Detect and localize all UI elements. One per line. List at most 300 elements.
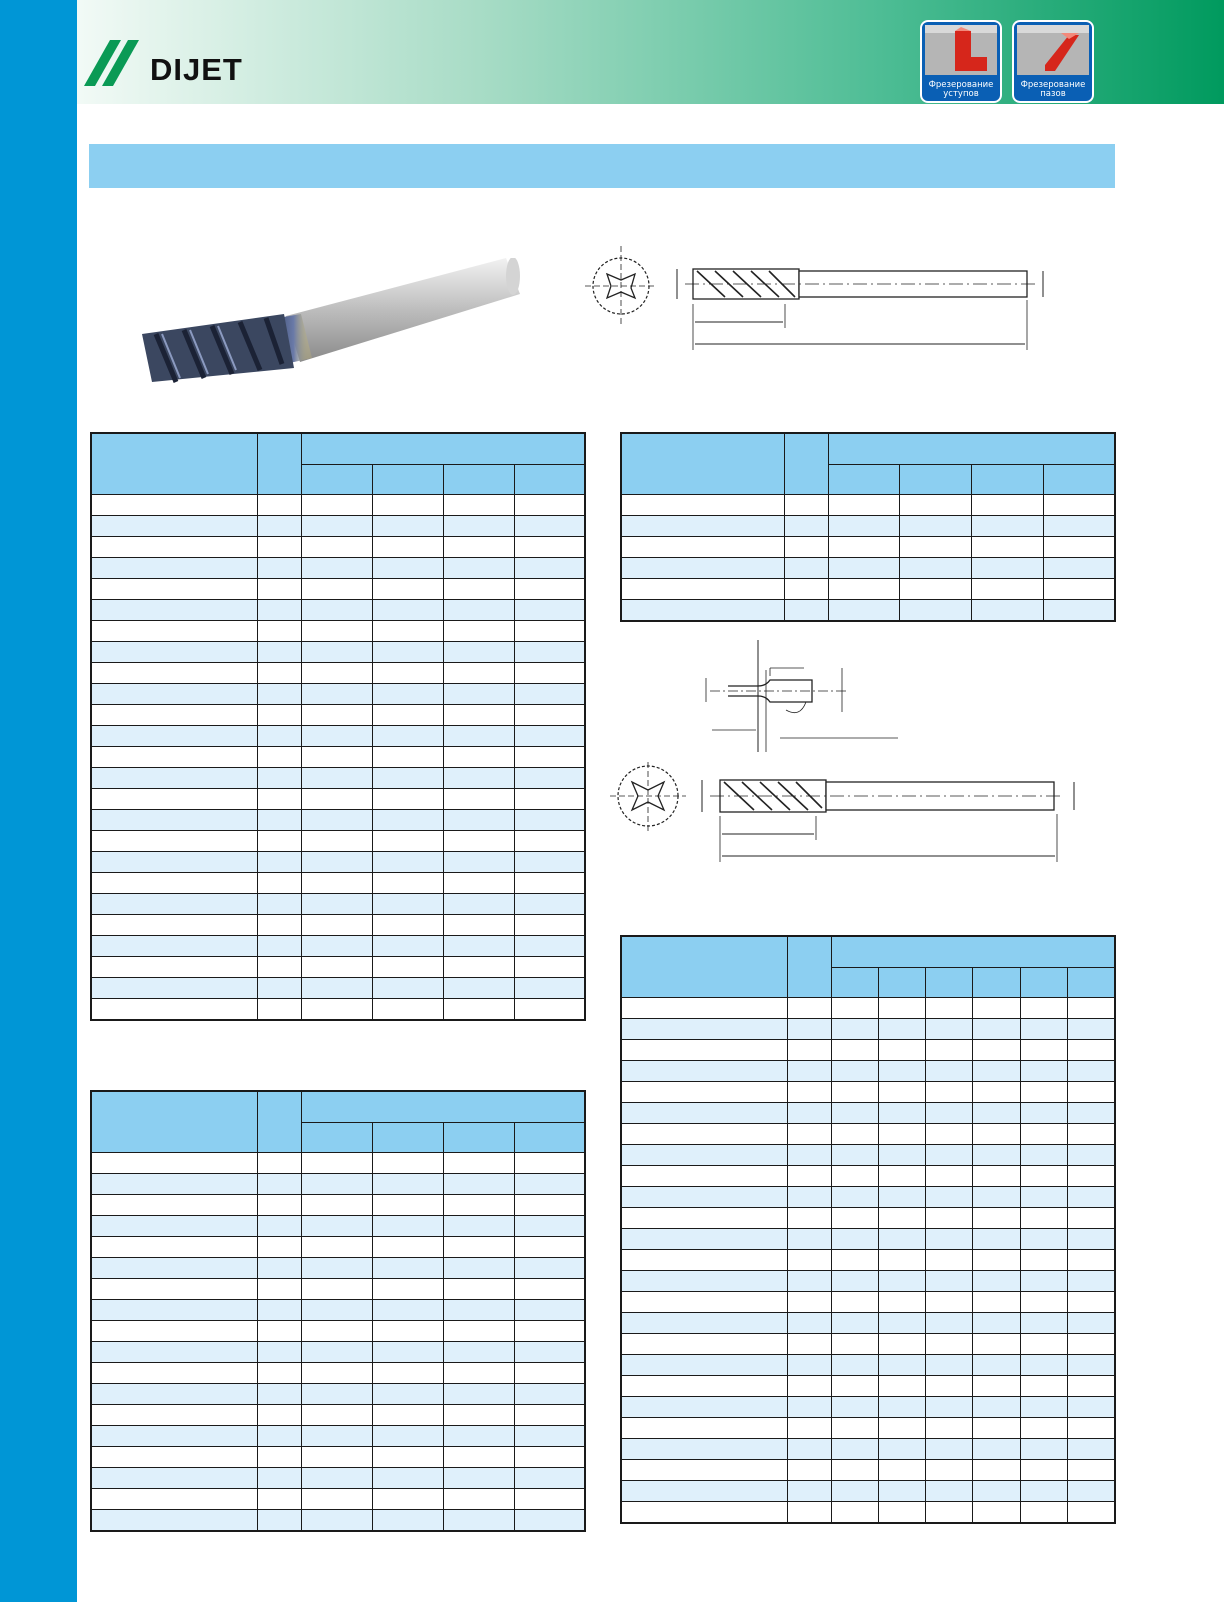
table-cell [878, 1355, 925, 1376]
table-cell [1068, 1208, 1115, 1229]
table-cell [443, 1384, 514, 1405]
table-cell [372, 516, 443, 537]
table-cell [831, 998, 878, 1019]
table-cell [926, 1124, 973, 1145]
table-cell [91, 1153, 257, 1174]
table-cell [831, 1502, 878, 1524]
table-cell [831, 1103, 878, 1124]
table-cell [1043, 579, 1115, 600]
table-cell [878, 1502, 925, 1524]
table-cell [1020, 1271, 1067, 1292]
table-cell [1020, 1019, 1067, 1040]
table-cell [973, 1061, 1020, 1082]
table-cell [301, 1237, 372, 1258]
table-cell [973, 1271, 1020, 1292]
table-row [91, 1426, 585, 1447]
table-cell [301, 663, 372, 684]
table-cell [1020, 1250, 1067, 1271]
table-cell [443, 1405, 514, 1426]
table-cell [372, 747, 443, 768]
table-cell [257, 978, 301, 999]
table-cell [1068, 1418, 1115, 1439]
table-cell [301, 789, 372, 810]
table-cell [257, 1237, 301, 1258]
table-row [91, 642, 585, 663]
table-cell [443, 705, 514, 726]
table-cell [514, 1384, 585, 1405]
table-cell [831, 1439, 878, 1460]
table-cell [372, 1279, 443, 1300]
table-cell [973, 1397, 1020, 1418]
table-cell [443, 1195, 514, 1216]
table-cell [257, 579, 301, 600]
table-cell [831, 1208, 878, 1229]
table-cell [621, 1166, 787, 1187]
table-cell [1068, 1019, 1115, 1040]
table-cell [91, 1300, 257, 1321]
table-cell [257, 1174, 301, 1195]
table-row [621, 1481, 1115, 1502]
table-cell [301, 999, 372, 1021]
table-cell [621, 516, 784, 537]
table-cell [91, 1447, 257, 1468]
table-cell [878, 1082, 925, 1103]
table-row [621, 516, 1115, 537]
table-cell [973, 1082, 1020, 1103]
table-cell [372, 1468, 443, 1489]
table-cell [878, 1103, 925, 1124]
table-cell [257, 495, 301, 516]
table-cell [301, 1279, 372, 1300]
table-cell [1020, 1061, 1067, 1082]
table-cell [91, 558, 257, 579]
table-cell [443, 684, 514, 705]
table-cell [621, 558, 784, 579]
table-cell [257, 621, 301, 642]
table-row [91, 516, 585, 537]
table-cell [443, 621, 514, 642]
table-cell [301, 1321, 372, 1342]
table-cell [621, 1103, 787, 1124]
table-cell [787, 1103, 831, 1124]
table-cell [621, 1208, 787, 1229]
table-cell [372, 1489, 443, 1510]
table-cell [828, 600, 900, 622]
table-cell [926, 1376, 973, 1397]
table-cell [301, 747, 372, 768]
table-cell [443, 1447, 514, 1468]
table-cell [926, 1271, 973, 1292]
table-cell [878, 998, 925, 1019]
table-cell [787, 1355, 831, 1376]
table-cell [787, 1124, 831, 1145]
table-row [621, 600, 1115, 622]
table-cell [926, 1439, 973, 1460]
table-row [91, 1447, 585, 1468]
table-row [621, 1166, 1115, 1187]
table-cell [973, 1103, 1020, 1124]
table-cell [621, 1334, 787, 1355]
table-cell [443, 1468, 514, 1489]
table-cell [831, 1397, 878, 1418]
table-cell [831, 1271, 878, 1292]
table-cell [973, 1019, 1020, 1040]
table-cell [372, 936, 443, 957]
end-mill-drawing-top [585, 240, 1065, 360]
table-cell [831, 1019, 878, 1040]
table-cell [900, 579, 972, 600]
table-cell [973, 1187, 1020, 1208]
table-cell [301, 1426, 372, 1447]
table-cell [514, 1489, 585, 1510]
table-cell [787, 1271, 831, 1292]
table-cell [301, 1447, 372, 1468]
table-row [621, 1355, 1115, 1376]
table-cell [1068, 1313, 1115, 1334]
table-cell [621, 1229, 787, 1250]
table-cell [91, 831, 257, 852]
table-row [621, 1082, 1115, 1103]
table-cell [926, 1166, 973, 1187]
table-cell [372, 705, 443, 726]
table-cell [878, 1061, 925, 1082]
table-cell [900, 495, 972, 516]
table-cell [443, 810, 514, 831]
table-row [91, 600, 585, 621]
table-cell [301, 1258, 372, 1279]
table-cell [257, 810, 301, 831]
table-row [91, 579, 585, 600]
slot-milling-icon [1017, 25, 1089, 75]
table-cell [831, 1166, 878, 1187]
table-cell [878, 1313, 925, 1334]
table-cell [372, 810, 443, 831]
table-cell [257, 915, 301, 936]
table-cell [514, 978, 585, 999]
table-cell [514, 726, 585, 747]
table-cell [973, 1481, 1020, 1502]
table-cell [878, 1481, 925, 1502]
table-cell [973, 1439, 1020, 1460]
table-row [91, 831, 585, 852]
table-cell [621, 600, 784, 622]
table-cell [900, 516, 972, 537]
table-cell [831, 1481, 878, 1502]
table-cell [514, 810, 585, 831]
corner-radius-detail-drawing [700, 640, 920, 755]
table-cell [1020, 1439, 1067, 1460]
table-cell [301, 1300, 372, 1321]
table-cell [91, 1321, 257, 1342]
table-cell [926, 1145, 973, 1166]
table-cell [257, 999, 301, 1021]
table-cell [514, 579, 585, 600]
table-row [91, 1384, 585, 1405]
table-cell [257, 642, 301, 663]
table-cell [831, 1460, 878, 1481]
table-cell [1068, 1061, 1115, 1082]
table-cell [372, 579, 443, 600]
table-cell [1068, 1229, 1115, 1250]
table-cell [443, 957, 514, 978]
table-cell [257, 726, 301, 747]
table-row [621, 1376, 1115, 1397]
table-cell [301, 810, 372, 831]
table-row [91, 1342, 585, 1363]
table-cell [443, 831, 514, 852]
table-cell [973, 1208, 1020, 1229]
table-cell [372, 621, 443, 642]
table-cell [1020, 1481, 1067, 1502]
table-cell [787, 1292, 831, 1313]
table-row [91, 999, 585, 1021]
table-cell [621, 1124, 787, 1145]
table-cell [878, 1229, 925, 1250]
table-cell [257, 1384, 301, 1405]
table-cell [1020, 1376, 1067, 1397]
table-cell [972, 600, 1044, 622]
table-cell [878, 1250, 925, 1271]
table-cell [926, 1250, 973, 1271]
table-cell [926, 1355, 973, 1376]
table-row [91, 1153, 585, 1174]
table-cell [443, 579, 514, 600]
table-cell [514, 936, 585, 957]
table-cell [514, 1321, 585, 1342]
table-cell [621, 1187, 787, 1208]
table-cell [1068, 1397, 1115, 1418]
table-cell [257, 936, 301, 957]
table-cell [787, 1061, 831, 1082]
table-cell [372, 663, 443, 684]
table-cell [443, 1279, 514, 1300]
table-cell [1068, 1082, 1115, 1103]
table-cell [372, 600, 443, 621]
table-row [621, 1292, 1115, 1313]
table-cell [443, 726, 514, 747]
table-row [91, 894, 585, 915]
table-cell [443, 894, 514, 915]
table-cell [621, 495, 784, 516]
table-cell [1043, 516, 1115, 537]
table-cell [301, 1216, 372, 1237]
table-cell [372, 1510, 443, 1532]
table-cell [972, 516, 1044, 537]
table-cell [443, 852, 514, 873]
table-row [91, 663, 585, 684]
table-cell [372, 1195, 443, 1216]
table-cell [443, 1174, 514, 1195]
table-row [91, 1279, 585, 1300]
table-cell [784, 495, 828, 516]
table-cell [301, 1384, 372, 1405]
table-cell [1068, 1502, 1115, 1524]
table-cell [372, 684, 443, 705]
table-cell [257, 1489, 301, 1510]
table-row [621, 1439, 1115, 1460]
table-cell [257, 1426, 301, 1447]
table-row [621, 1418, 1115, 1439]
table-row [91, 1321, 585, 1342]
table-cell [1020, 998, 1067, 1019]
table-cell [372, 537, 443, 558]
table-cell [91, 1405, 257, 1426]
table-cell [91, 768, 257, 789]
table-cell [1020, 1418, 1067, 1439]
table-cell [91, 1174, 257, 1195]
table-cell [926, 1397, 973, 1418]
table-cell [1020, 1502, 1067, 1524]
table-cell [1068, 998, 1115, 1019]
table-cell [257, 1447, 301, 1468]
table-cell [926, 1061, 973, 1082]
table-cell [91, 663, 257, 684]
table-cell [784, 579, 828, 600]
table-cell [372, 1384, 443, 1405]
table-cell [301, 957, 372, 978]
table-row [621, 1040, 1115, 1061]
table-row [91, 747, 585, 768]
table-cell [1020, 1187, 1067, 1208]
table-cell [301, 1174, 372, 1195]
table-cell [443, 537, 514, 558]
table-cell [443, 873, 514, 894]
table-cell [372, 726, 443, 747]
table-cell [91, 1342, 257, 1363]
table-row [91, 1510, 585, 1532]
table-cell [372, 1363, 443, 1384]
table-cell [257, 1468, 301, 1489]
table-cell [787, 1208, 831, 1229]
table-cell [257, 600, 301, 621]
table-cell [91, 1258, 257, 1279]
table-cell [878, 1019, 925, 1040]
table-cell [257, 1195, 301, 1216]
table-cell [301, 726, 372, 747]
table-row [621, 537, 1115, 558]
table-cell [1020, 1040, 1067, 1061]
table-cell [1068, 1334, 1115, 1355]
table-cell [91, 1216, 257, 1237]
table-row [621, 1187, 1115, 1208]
table-row [91, 1174, 585, 1195]
table-cell [926, 1103, 973, 1124]
table-cell [257, 789, 301, 810]
table-row [91, 495, 585, 516]
table-cell [621, 537, 784, 558]
table-cell [831, 1250, 878, 1271]
table-cell [257, 1279, 301, 1300]
table-cell [1068, 1187, 1115, 1208]
table-cell [443, 1216, 514, 1237]
table-row [91, 1195, 585, 1216]
table-cell [514, 642, 585, 663]
table-cell [514, 495, 585, 516]
table-cell [514, 831, 585, 852]
table-cell [514, 684, 585, 705]
table-cell [514, 705, 585, 726]
table-cell [926, 1019, 973, 1040]
table-cell [91, 642, 257, 663]
table-cell [514, 558, 585, 579]
table-cell [1020, 1313, 1067, 1334]
table-cell [828, 495, 900, 516]
table-cell [831, 1124, 878, 1145]
table-cell [301, 495, 372, 516]
table-cell [443, 1300, 514, 1321]
shoulder-milling-icon [925, 25, 997, 75]
table-cell [91, 705, 257, 726]
table-cell [621, 1271, 787, 1292]
table-cell [372, 957, 443, 978]
table-cell [91, 957, 257, 978]
table-row [621, 1229, 1115, 1250]
table-cell [301, 1195, 372, 1216]
table-cell [372, 558, 443, 579]
table-cell [372, 894, 443, 915]
table-cell [257, 684, 301, 705]
table-cell [301, 768, 372, 789]
table-cell [443, 1153, 514, 1174]
table-row [621, 1460, 1115, 1481]
table-cell [900, 558, 972, 579]
table-cell [443, 978, 514, 999]
table-cell [900, 537, 972, 558]
table-cell [301, 579, 372, 600]
table-cell [257, 558, 301, 579]
table-cell [973, 998, 1020, 1019]
table-cell [1020, 1145, 1067, 1166]
table-cell [831, 1187, 878, 1208]
table-cell [784, 516, 828, 537]
table-cell [257, 873, 301, 894]
table-cell [372, 1258, 443, 1279]
table-cell [621, 1040, 787, 1061]
table-cell [257, 537, 301, 558]
table-cell [91, 915, 257, 936]
table-cell [91, 495, 257, 516]
table-cell [787, 1460, 831, 1481]
table-cell [1068, 1439, 1115, 1460]
table-cell [621, 1355, 787, 1376]
table-cell [514, 1195, 585, 1216]
table-cell [372, 999, 443, 1021]
table-row [91, 768, 585, 789]
table-cell [372, 789, 443, 810]
table-cell [514, 1510, 585, 1532]
table-cell [973, 1313, 1020, 1334]
table-cell [1068, 1166, 1115, 1187]
table-cell [831, 1082, 878, 1103]
table-cell [301, 600, 372, 621]
table-cell [926, 1187, 973, 1208]
table-row [621, 579, 1115, 600]
table-row [91, 537, 585, 558]
table-cell [514, 621, 585, 642]
table-cell [514, 663, 585, 684]
table-cell [443, 768, 514, 789]
table-cell [514, 852, 585, 873]
table-cell [831, 1376, 878, 1397]
table-cell [621, 1145, 787, 1166]
table-cell [787, 1145, 831, 1166]
table-cell [372, 1342, 443, 1363]
table-cell [514, 1363, 585, 1384]
table-cell [514, 873, 585, 894]
table-cell [91, 600, 257, 621]
table-cell [787, 1166, 831, 1187]
table-cell [257, 1363, 301, 1384]
